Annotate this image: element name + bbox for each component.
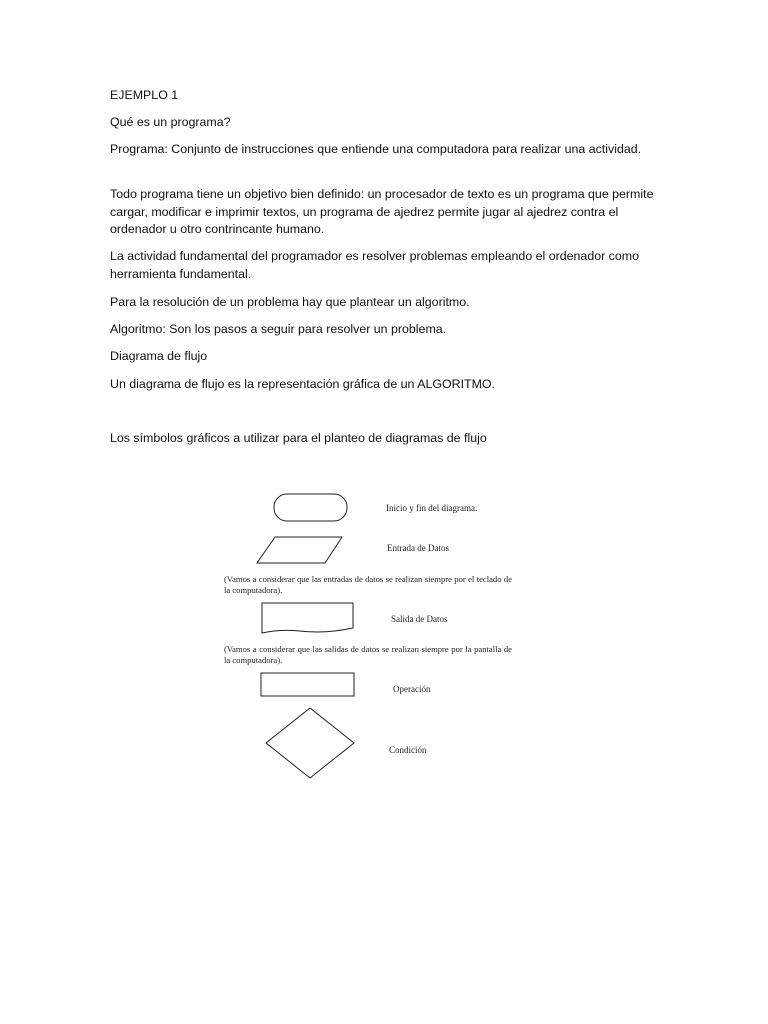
output-symbol-label: Salida de Datos <box>391 614 448 624</box>
paragraph-question: Qué es un programa? <box>110 115 231 129</box>
paragraph-programa-definition: Programa: Conjunto de instrucciones que entiende una computadora para realizar una actividad. <box>110 142 642 156</box>
decision-symbol-label: Condición <box>389 745 427 755</box>
output-symbol-icon <box>262 603 353 633</box>
paragraph-diagrama-definition: Un diagrama de flujo es la representación gráfica de un ALGORITMO. <box>110 377 495 391</box>
paragraph-simbolos-intro: Los símbolos gráficos a utilizar para el planteo de diagramas de flujo <box>110 431 487 445</box>
subheading-diagrama-de-flujo: Diagrama de flujo <box>110 349 208 363</box>
input-symbol-label: Entrada de Datos <box>387 543 449 553</box>
input-symbol-note: (Vamos a considerar que las entradas de datos se realizan siempre por el teclado de la computadora). <box>224 574 512 595</box>
output-symbol-note: (Vamos a considerar que las salidas de datos se realizan siempre por la pantalla de la computadora). <box>224 644 512 665</box>
paragraph-objetivo: Todo programa tiene un objetivo bien definido: un procesador de texto es un programa que permite cargar, modificar e imprimir textos, un programa de ajedrez permite jugar al ajedrez contra el ordenador u otro contrincante humano. <box>110 187 654 236</box>
input-symbol-icon <box>257 537 342 563</box>
process-symbol-icon <box>261 673 354 696</box>
process-symbol-label: Operación <box>393 684 431 694</box>
paragraph-actividad-programador: La actividad fundamental del programador es resolver problemas empleando el ordenador como herramienta fundamental. <box>110 249 639 281</box>
document-heading: EJEMPLO 1 <box>110 88 179 102</box>
decision-symbol-icon <box>266 708 354 778</box>
terminal-symbol-label: Inicio y fin del diagrama. <box>386 503 478 513</box>
paragraph-resolucion: Para la resolución de un problema hay que plantear un algoritmo. <box>110 295 470 309</box>
terminal-symbol-icon <box>274 494 347 521</box>
paragraph-algoritmo-definition: Algoritmo: Son los pasos a seguir para resolver un problema. <box>110 322 447 336</box>
